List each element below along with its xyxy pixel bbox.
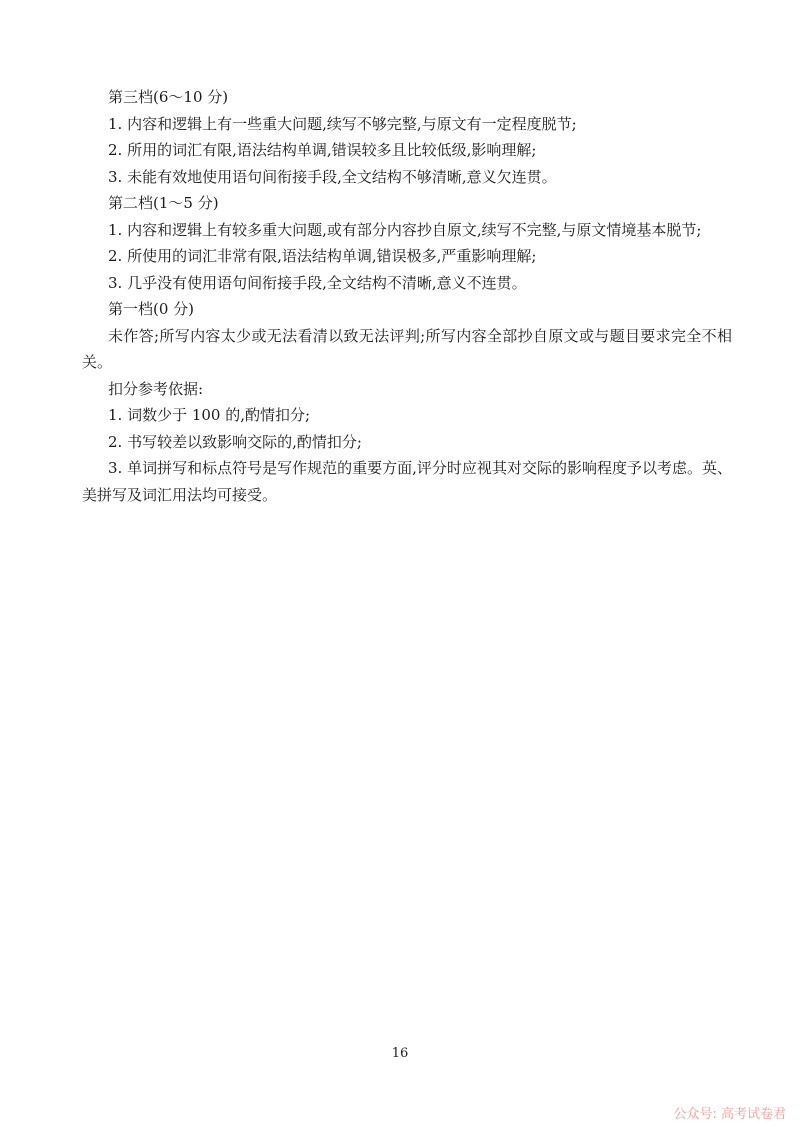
- section-heading-tier-3: 第三档(6～10 分): [108, 88, 229, 106]
- watermark: 公众号: 高考试卷君: [673, 1107, 786, 1122]
- section-heading-tier-1: 第一档(0 分): [108, 300, 195, 318]
- page-number: 16: [391, 1046, 409, 1061]
- document-body: [82, 84, 732, 508]
- criterion-item: 2. 所使用的词汇非常有限,语法结构单调,错误极多,严重影响理解;: [108, 247, 537, 265]
- deduction-item: 2. 书写较差以致影响交际的,酌情扣分;: [108, 432, 362, 451]
- criterion-item: 3. 未能有效地使用语句间衔接手段,全文结构不够清晰,意义欠连贯。: [108, 167, 557, 186]
- criterion-item: 1. 内容和逻辑上有较多重大问题,或有部分内容抄自原文,续写不完整,与原文情境基本脱节;: [108, 220, 702, 239]
- criterion-item: 1. 内容和逻辑上有一些重大问题,续写不够完整,与原文有一定程度脱节;: [108, 114, 577, 133]
- deduction-heading: 扣分参考依据:: [108, 379, 204, 398]
- criterion-item: 3. 几乎没有使用语句间衔接手段,全文结构不清晰,意义不连贯。: [108, 273, 527, 292]
- deduction-item: 3. 单词拼写和标点符号是写作规范的重要方面,评分时应视其对交际的影响程度予以考虑。英、美拼写及词汇用法均可接受。: [82, 459, 732, 504]
- deduction-item: 1. 词数少于 100 的,酌情扣分;: [108, 406, 311, 424]
- tier-1-description: 未作答;所写内容太少或无法看清以致无法评判;所写内容全部抄自原文或与题目要求完全不相关。: [82, 326, 732, 371]
- criterion-item: 2. 所用的词汇有限,语法结构单调,错误较多且比较低级,影响理解;: [108, 141, 537, 159]
- section-heading-tier-2: 第二档(1～5 分): [108, 194, 219, 212]
